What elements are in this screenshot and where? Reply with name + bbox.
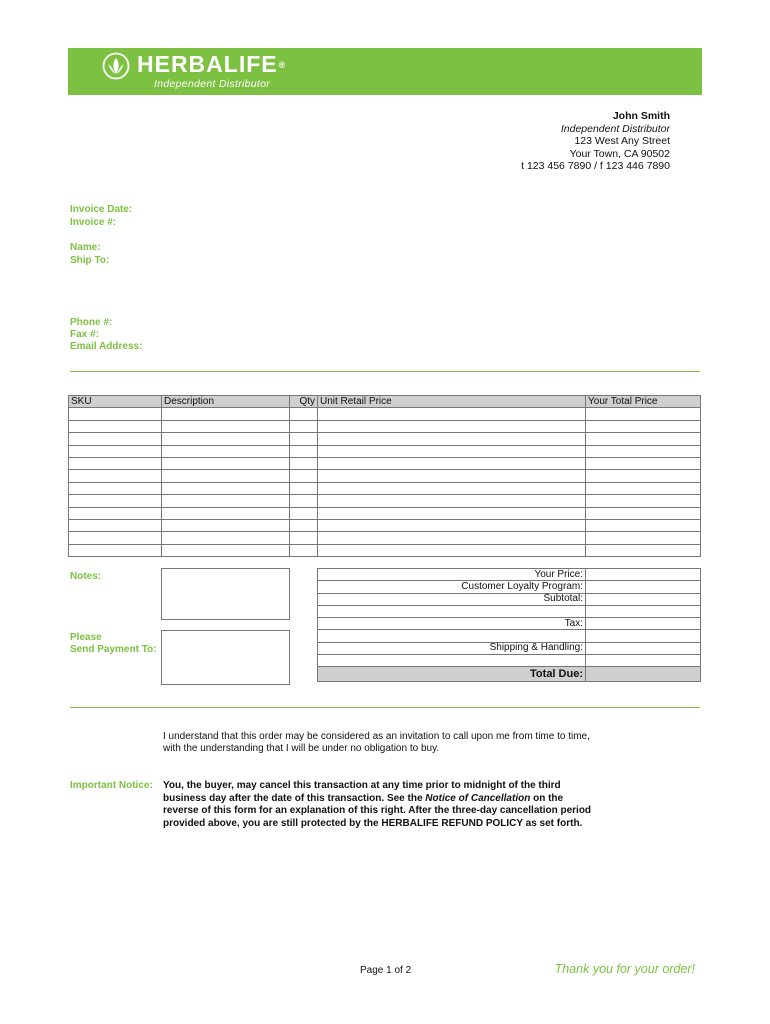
blank-cell: [318, 605, 586, 617]
table-row: [69, 457, 701, 469]
blank-cell: [318, 655, 586, 667]
sku-cell[interactable]: [69, 495, 162, 507]
sku-cell[interactable]: [69, 544, 162, 556]
your-price-label: Your Price:: [318, 569, 586, 581]
total-price-cell[interactable]: [586, 470, 701, 482]
sku-cell[interactable]: [69, 519, 162, 531]
total-due-label: Total Due:: [318, 667, 586, 682]
totals-row-subtotal: [318, 593, 701, 605]
totals-row-your-price: [318, 569, 701, 581]
totals-row-blank-1: [318, 605, 701, 617]
total-price-cell[interactable]: [586, 544, 701, 556]
unit-price-cell[interactable]: [318, 420, 586, 432]
blank-value[interactable]: [586, 605, 701, 617]
description-cell[interactable]: [162, 532, 290, 544]
fax-label: Fax #:: [70, 329, 99, 340]
invoice-number-label: Invoice #:: [70, 217, 117, 228]
total-price-cell[interactable]: [586, 495, 701, 507]
qty-cell[interactable]: [290, 408, 318, 420]
payment-label-line2: Send Payment To:: [70, 644, 157, 655]
unit-price-cell[interactable]: [318, 519, 586, 531]
sku-cell[interactable]: [69, 482, 162, 494]
sku-cell[interactable]: [69, 507, 162, 519]
brand-subtitle: Independent Distributor: [154, 78, 271, 90]
subtotal-value[interactable]: [586, 593, 701, 605]
payment-label-line1: Please: [70, 632, 102, 643]
table-row: [69, 532, 701, 544]
totals-row-blank-3: [318, 655, 701, 667]
distributor-name: John Smith: [612, 110, 670, 122]
unit-price-cell[interactable]: [318, 482, 586, 494]
unit-price-cell[interactable]: [318, 532, 586, 544]
sku-cell[interactable]: [69, 470, 162, 482]
payment-box[interactable]: [161, 630, 290, 685]
distributor-role: Independent Distributor: [560, 122, 670, 135]
ship-to-label: Ship To:: [70, 255, 110, 266]
qty-cell[interactable]: [290, 445, 318, 457]
unit-price-cell[interactable]: [318, 507, 586, 519]
qty-cell[interactable]: [290, 507, 318, 519]
distributor-street: 123 West Any Street: [574, 135, 670, 147]
description-cell[interactable]: [162, 507, 290, 519]
description-cell[interactable]: [162, 420, 290, 432]
unit-price-cell[interactable]: [318, 457, 586, 469]
description-cell[interactable]: [162, 519, 290, 531]
qty-cell[interactable]: [290, 519, 318, 531]
description-cell[interactable]: [162, 457, 290, 469]
blank-cell: [318, 630, 586, 642]
important-notice-label: Important Notice:: [70, 780, 153, 791]
divider-top: [70, 371, 700, 372]
table-row: [69, 470, 701, 482]
description-cell[interactable]: [162, 544, 290, 556]
unit-price-cell[interactable]: [318, 445, 586, 457]
tax-value[interactable]: [586, 618, 701, 630]
invoice-date-label: Invoice Date:: [70, 204, 133, 215]
notes-box[interactable]: [161, 568, 290, 620]
qty-cell[interactable]: [290, 420, 318, 432]
table-row: [69, 420, 701, 432]
description-cell[interactable]: [162, 433, 290, 445]
table-row: [69, 445, 701, 457]
sku-cell[interactable]: [69, 532, 162, 544]
distributor-info: [521, 110, 670, 173]
email-label: Email Address:: [70, 341, 143, 352]
your-price-value[interactable]: [586, 569, 701, 581]
description-cell[interactable]: [162, 445, 290, 457]
subtotal-label: Subtotal:: [318, 593, 586, 605]
totals-row-loyalty: [318, 581, 701, 593]
totals-row-blank-2: [318, 630, 701, 642]
total-price-cell[interactable]: [586, 532, 701, 544]
sku-cell[interactable]: [69, 420, 162, 432]
unit-price-cell[interactable]: [318, 495, 586, 507]
totals-row-tax: [318, 618, 701, 630]
table-row: [69, 433, 701, 445]
total-price-cell[interactable]: [586, 420, 701, 432]
name-label: Name:: [70, 242, 101, 253]
items-header-row: [69, 396, 701, 408]
col-unit-price: Unit Retail Price: [318, 396, 586, 408]
sku-cell[interactable]: [69, 408, 162, 420]
qty-cell[interactable]: [290, 470, 318, 482]
col-sku: SKU: [69, 396, 162, 408]
distributor-phone-fax: t 123 456 7890 / f 123 446 7890: [521, 160, 670, 172]
blank-value[interactable]: [586, 655, 701, 667]
col-total-price: Your Total Price: [586, 396, 701, 408]
loyalty-label: Customer Loyalty Program:: [318, 581, 586, 593]
table-row: [69, 482, 701, 494]
shipping-value[interactable]: [586, 642, 701, 654]
loyalty-value[interactable]: [586, 581, 701, 593]
sku-cell[interactable]: [69, 433, 162, 445]
table-row: [69, 408, 701, 420]
items-table: [68, 395, 701, 557]
distributor-city: Your Town, CA 90502: [569, 147, 670, 160]
blank-value[interactable]: [586, 630, 701, 642]
total-price-cell[interactable]: [586, 445, 701, 457]
unit-price-cell[interactable]: [318, 470, 586, 482]
qty-cell[interactable]: [290, 482, 318, 494]
totals-table: [317, 568, 701, 682]
total-price-cell[interactable]: [586, 408, 701, 420]
description-cell[interactable]: [162, 470, 290, 482]
shipping-label: Shipping & Handling:: [318, 642, 586, 654]
header-banner: [68, 48, 702, 95]
notes-label: Notes:: [70, 571, 102, 582]
sku-cell[interactable]: [69, 445, 162, 457]
table-row: [69, 507, 701, 519]
total-price-cell[interactable]: [586, 457, 701, 469]
table-row: [69, 519, 701, 531]
total-price-cell[interactable]: [586, 433, 701, 445]
total-price-cell[interactable]: [586, 519, 701, 531]
thank-you-message: Thank you for your order!: [554, 962, 695, 976]
unit-price-cell[interactable]: [318, 408, 586, 420]
qty-cell[interactable]: [290, 495, 318, 507]
qty-cell[interactable]: [290, 457, 318, 469]
col-description: Description: [162, 396, 290, 408]
totals-row-total-due: [318, 667, 701, 682]
tax-label: Tax:: [318, 618, 586, 630]
qty-cell[interactable]: [290, 532, 318, 544]
qty-cell[interactable]: [290, 433, 318, 445]
unit-price-cell[interactable]: [318, 544, 586, 556]
qty-cell[interactable]: [290, 544, 318, 556]
page-number: Page 1 of 2: [360, 965, 412, 976]
table-row: [69, 495, 701, 507]
description-cell[interactable]: [162, 495, 290, 507]
total-price-cell[interactable]: [586, 507, 701, 519]
important-notice-text: You, the buyer, may cancel this transaction at any time prior to midnight of the third business day after the date of this transaction. See the Notice of Cancellation on the reverse of this form for an explanation of this right. After the three-day cancellation period provided above, you are still protected by the HERBALIFE REFUND POLICY as set forth.: [163, 780, 592, 829]
total-price-cell[interactable]: [586, 482, 701, 494]
totals-row-shipping: [318, 642, 701, 654]
leaf-logo-icon: [102, 52, 130, 80]
divider-bottom: [70, 707, 700, 708]
understanding-text: I understand that this order may be considered as an invitation to call upon me from time to time, with the understanding that I will be under no obligation to buy.: [163, 731, 590, 754]
description-cell[interactable]: [162, 408, 290, 420]
sku-cell[interactable]: [69, 457, 162, 469]
unit-price-cell[interactable]: [318, 433, 586, 445]
table-row: [69, 544, 701, 556]
description-cell[interactable]: [162, 482, 290, 494]
total-due-value[interactable]: [586, 667, 701, 682]
brand-name: HERBALIFE®: [137, 51, 287, 77]
col-qty: Qty: [290, 396, 318, 408]
notice-emphasis: Notice of Cancellation: [425, 792, 531, 804]
phone-label: Phone #:: [70, 317, 113, 328]
